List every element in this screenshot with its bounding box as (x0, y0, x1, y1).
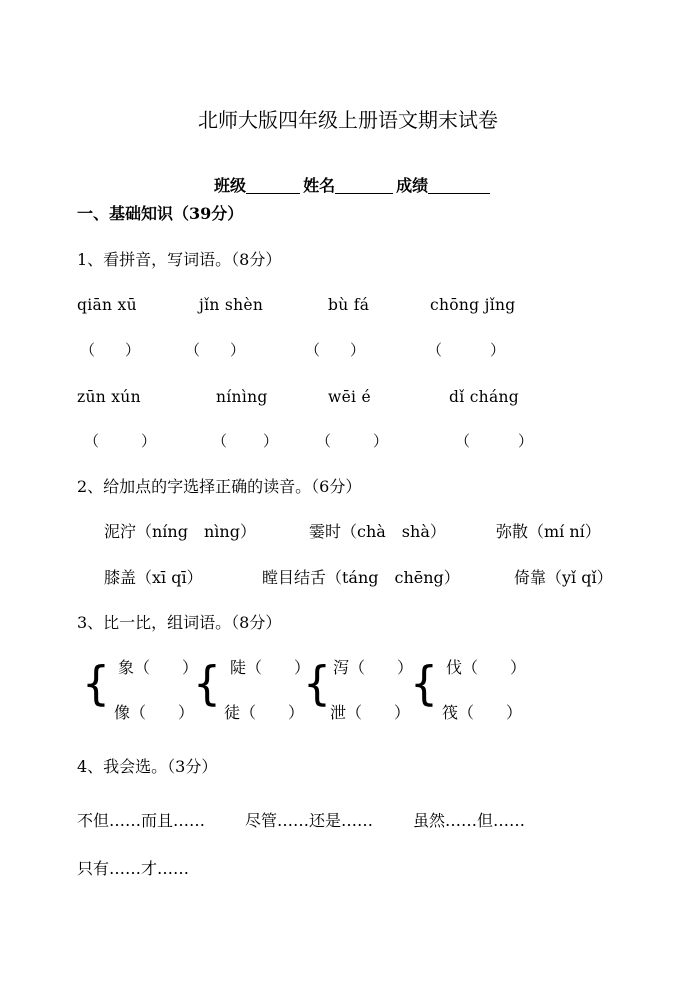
answer-blank[interactable]: （ ） (84, 432, 161, 450)
answer-blank[interactable]: （ ） (80, 341, 141, 359)
q2-prompt: 2、给加点的字选择正确的读音。（6分） (77, 477, 362, 496)
conjunction-option: 不但……而且…… (77, 811, 206, 830)
name-blank[interactable] (335, 177, 393, 194)
left-brace-icon: { (193, 657, 221, 712)
compare-word-top: 陡（ ） (230, 658, 311, 677)
answer-blank[interactable]: （ ） (427, 341, 512, 359)
score-label: 成绩 (396, 176, 429, 195)
answer-blank[interactable]: （ ） (185, 341, 246, 359)
answer-blank[interactable]: （ ） (316, 432, 393, 450)
class-blank[interactable] (246, 177, 300, 194)
q1-prompt: 1、看拼音，写词语。（8分） (77, 250, 282, 269)
reading-choice-item: 瞠目结舌（táng chēng） (262, 568, 460, 587)
compare-word-bottom: 筏（ ） (442, 703, 523, 722)
name-label: 姓名 (303, 176, 336, 195)
pinyin-item: bù fá (328, 296, 370, 314)
compare-word-bottom: 泄（ ） (330, 703, 411, 722)
section-basic-knowledge-heading: 一、基础知识（39分） (77, 204, 244, 223)
exam-title: 北师大版四年级上册语文期末试卷 (198, 108, 498, 132)
conjunction-option: 虽然……但…… (413, 811, 526, 830)
reading-choice-item: 弥散（mí ní） (496, 522, 601, 541)
compare-word-top: 象（ ） (118, 658, 199, 677)
pinyin-item: nínìng (216, 388, 268, 406)
reading-choice-item: 霎时（chà shà） (309, 522, 446, 541)
q3-prompt: 3、比一比，组词语。（8分） (77, 613, 282, 632)
answer-blank[interactable]: （ ） (455, 432, 540, 450)
reading-choice-item: 泥泞（níng nìng） (104, 522, 256, 541)
compare-word-top: 泻（ ） (333, 658, 414, 677)
left-brace-icon: { (82, 657, 110, 712)
compare-word-bottom: 像（ ） (114, 703, 195, 722)
conjunction-option: 尽管……还是…… (245, 811, 374, 830)
left-brace-icon: { (303, 657, 331, 712)
answer-blank[interactable]: （ ） (305, 341, 366, 359)
pinyin-item: qiān xū (77, 296, 137, 314)
q4-prompt: 4、我会选。（3分） (77, 757, 218, 776)
pinyin-item: jǐn shèn (199, 296, 264, 314)
answer-blank[interactable]: （ ） (212, 432, 281, 450)
compare-word-bottom: 徒（ ） (224, 703, 305, 722)
reading-choice-item: 膝盖（xī qī） (104, 568, 203, 587)
pinyin-item: chōng jǐng (430, 296, 516, 314)
pinyin-item: zūn xún (77, 388, 141, 406)
conjunction-option: 只有……才…… (77, 859, 190, 878)
pinyin-item: wēi é (328, 388, 371, 406)
compare-word-top: 伐（ ） (446, 658, 527, 677)
class-label: 班级 (214, 176, 247, 195)
score-blank[interactable] (428, 177, 490, 194)
left-brace-icon: { (410, 657, 438, 712)
reading-choice-item: 倚靠（yǐ qǐ） (514, 568, 613, 587)
student-info-line (0, 161, 696, 194)
pinyin-item: dǐ cháng (449, 388, 520, 406)
